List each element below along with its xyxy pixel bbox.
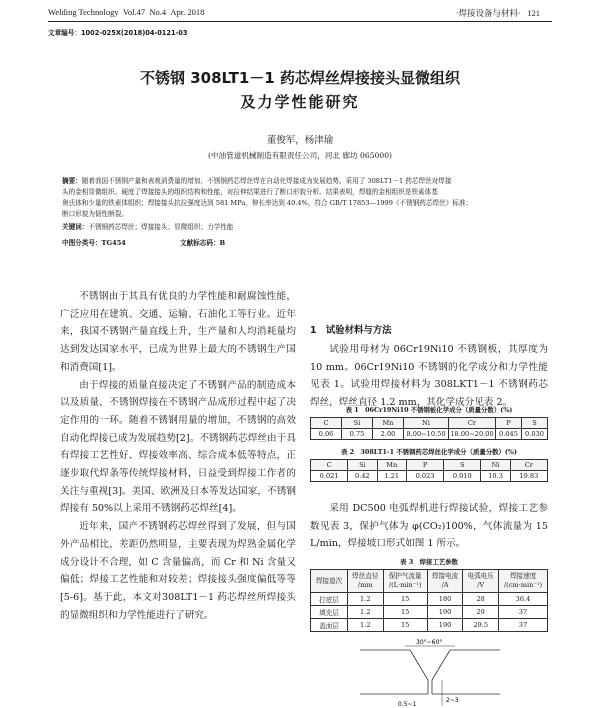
materials-paragraph — [310, 341, 548, 412]
table-cell: 0.045 — [496, 429, 522, 440]
table-cell: 15 — [383, 593, 427, 606]
table-cell — [348, 570, 384, 593]
table-cell: 18.00~20.00 — [450, 430, 494, 438]
groove-diagram — [350, 636, 530, 708]
table-cell: 29 — [463, 606, 499, 619]
root-face-label: 2~3 — [446, 697, 459, 704]
table-row — [311, 471, 548, 482]
header-unit: /mm — [357, 581, 373, 589]
header-text: 焊接道次 — [315, 576, 343, 585]
authors: 董俊军，杨津瑜 — [266, 135, 334, 146]
table-cell: Si — [348, 460, 377, 471]
article-number: 文章编号：1002-025X(2018)04-0121-03 — [48, 29, 188, 37]
table-3 — [310, 569, 548, 632]
table-cell — [311, 570, 348, 593]
process-text: 采用 DC500 电弧焊机进行焊接试验，焊接工艺参数见表 3，保护气体为 φ(CO₂)100%，气体流量为 15 L/min，焊接坡口形式如图 1 所示。 — [310, 503, 548, 550]
abstract-text: 随着我国不锈钢产量和表观消费量的增加，不锈钢药芯焊丝焊在自动化焊接成为发展趋势。采用了 308LT1－1 药芯焊丝对焊接 — [81, 177, 452, 185]
intro-paragraph-2: 由于焊接的质量直接决定了不锈钢产品的制造成本以及质量，不锈钢焊接在不锈钢产品成形过程中起了决定作用的一环。随着不锈钢用量的增加，不锈钢的高效自动化焊接已成为发展趋势[2]。不锈钢药芯焊丝由于具有焊接工艺性好、焊接效率高、综合成本低等特点，正逐步取代焊条等传统焊接材料，日益受到焊接工作者的关注与重视[3]。美国、欧洲及日本等发达国家，不锈钢焊接有 50%以上采用不锈钢药芯焊丝[4]。 — [60, 379, 296, 515]
table-row — [311, 429, 548, 440]
page-number: 121 — [527, 8, 540, 18]
article-title-line-2: 及力学性能研究 — [240, 93, 360, 111]
table-2-header-row — [311, 460, 548, 471]
table-cell: 190 — [427, 606, 463, 619]
table-cell: 37 — [499, 619, 548, 632]
table-cell: 填充层 — [311, 606, 348, 619]
header-unit: /A — [441, 581, 449, 589]
table-cell: S — [522, 418, 548, 429]
table-3-caption: 表 3 焊接工艺参数 — [400, 558, 458, 566]
header-rule — [48, 21, 552, 22]
abstract-line: 头的金相显微组织、硬度了焊接接头的组织结构和性能，对拉伸结果进行了断口形貌分析。结果表明，焊缝的金相组织是铁素体基 — [62, 188, 438, 196]
table-cell: 36.4 — [499, 593, 548, 606]
table-cell: P — [406, 460, 443, 471]
table-cell: 0.030 — [522, 429, 548, 440]
table-cell: Si — [342, 418, 373, 429]
table-cell: Mn — [373, 418, 404, 429]
table-cell: 37 — [499, 606, 548, 619]
journal-section: ·焊接设备与材料· — [455, 8, 521, 18]
table-cell — [427, 570, 463, 593]
header-unit: /V — [477, 581, 485, 589]
root-gap-label: 0.5~1 — [398, 701, 417, 708]
table-cell: Ni — [481, 460, 510, 471]
abstract-line — [62, 176, 542, 187]
table-cell: 0.010 — [444, 471, 481, 482]
keywords-text: 不锈钢药芯焊丝；焊接接头；显微组织；力学性能 — [88, 223, 234, 231]
running-header-right — [456, 7, 540, 19]
table-cell: 0.06 — [311, 429, 342, 440]
table-cell: 28 — [463, 593, 499, 606]
table-cell: 打底层 — [311, 593, 348, 606]
table-cell: 10.3 — [481, 471, 510, 482]
table-cell: 19.83 — [510, 471, 547, 482]
table-cell — [463, 570, 499, 593]
table-cell: 盖面层 — [311, 619, 348, 632]
table-cell: 15 — [383, 606, 427, 619]
header-text: 焊接电流 — [431, 572, 459, 580]
header-text: 焊接速度 — [509, 572, 537, 580]
table-cell: 0.42 — [348, 471, 377, 482]
abstract-label: 摘要： — [62, 177, 82, 185]
intro-paragraph-1: 不锈钢由于其具有优良的力学性能和耐腐蚀性能，广泛应用在建筑、交通、运输、石油化工等行业。近年来，我国不锈钢产量直线上升，生产量和人均消耗量均达到发达国家水平，已成为世界上最大的不锈钢生产国和消费国[1]。 — [60, 291, 296, 373]
table-cell: Cr — [449, 418, 496, 429]
keywords-label: 关键词： — [62, 223, 89, 231]
header-unit: /(L·min⁻¹) — [388, 581, 422, 589]
table-1 — [310, 417, 548, 440]
table-cell: 0.75 — [342, 429, 373, 440]
header-unit: /(cm·min⁻¹) — [503, 581, 543, 589]
groove-left-bevel — [410, 650, 428, 680]
table-cell — [499, 570, 548, 593]
table-cell: 8.00~10.50 — [404, 429, 449, 440]
table-cell: 1.2 — [348, 593, 384, 606]
table-cell: Mn — [377, 460, 406, 471]
table-cell: 0.023 — [406, 471, 443, 482]
table-cell: 2.00 — [373, 429, 404, 440]
keywords — [62, 222, 233, 233]
materials-text: 试验用母材为 06Cr19Ni10 不锈钢板，其厚度为 10 mm。06Cr19Ni10 不锈钢的化学成分和力学性能见表 1。试验用焊接材料为 308LKT1－1 不锈钢药芯焊丝，焊丝直径 1.2 mm，其化学成分见表 2。 — [310, 344, 548, 409]
table-cell: C — [311, 418, 342, 429]
table-1-caption: 表 1 06Cr19Ni10 不锈钢板化学成分（质量分数）(%) — [345, 406, 513, 414]
journal-issue: No.4 — [149, 7, 167, 17]
affiliation: (中油管道机械制造有限责任公司，河北 廊坊 065000) — [207, 151, 393, 160]
table-cell: 0.021 — [311, 471, 348, 482]
table-cell: 1.2 — [348, 619, 384, 632]
table-cell: 1.2 — [348, 606, 384, 619]
table-row — [311, 606, 548, 619]
article-title-line-1: 不锈钢 308LT1－1 药芯焊丝焊接接头显微组织 — [140, 69, 460, 87]
table-cell — [383, 570, 427, 593]
class-number: 中图分类号：TG454 — [62, 239, 126, 247]
intro-paragraph-3: 近年来，国产不锈钢药芯焊丝得到了发展，但与国外产品相比，差距仍然明显，主要表现为焊熟金属化学成分设计不合理，如 C 含量偏高，而 Cr 和 Ni 含量又偏低；焊接工艺性能和对较差；焊接接头强度偏低等等[5-6]。基于此，本文对308LT1－1 药芯焊丝所焊接头的显微组织和力学性能进行了研究。 — [60, 521, 296, 621]
table-cell: Cr — [510, 460, 547, 471]
header-text: 焊丝直径 — [352, 572, 379, 580]
table-1-header-row — [311, 418, 548, 429]
table-cell: 29.5 — [463, 619, 499, 632]
abstract-line: 断口形貌为韧性断裂。 — [62, 210, 128, 218]
table-cell: S — [444, 460, 481, 471]
table-cell: 1.21 — [377, 471, 406, 482]
table-2 — [310, 459, 548, 482]
process-paragraph — [310, 500, 548, 553]
table-cell: C — [311, 460, 348, 471]
table-cell: 180 — [427, 593, 463, 606]
groove-right-bevel — [432, 650, 450, 680]
abstract — [62, 176, 542, 220]
table-2-caption: 表 2 308LT1-1 不锈钢药芯焊丝化学成分（质量分数）(%) — [340, 448, 518, 456]
abstract-line: 奥氏体和少量的铁素体组织；焊接接头抗拉强度达到 581 MPa，伸长率达到 40.4%，符合 GB/T 17853—1999《不锈钢药芯焊丝》标准； — [62, 199, 473, 207]
section-1-heading: 1 试验材料与方法 — [310, 325, 392, 336]
journal-volume: Vol.47 — [122, 7, 146, 17]
left-column — [60, 288, 296, 624]
journal-date: Apr. 2018 — [170, 7, 205, 17]
root-face — [428, 680, 432, 694]
table-cell: 190 — [427, 619, 463, 632]
running-header-left — [48, 7, 204, 17]
header-text: 保护气流量 — [388, 572, 422, 580]
table-cell: 15 — [383, 619, 427, 632]
table-cell: P — [496, 418, 522, 429]
document-code: 文献标志码：B — [180, 239, 226, 247]
header-text: 电弧电压 — [467, 572, 494, 580]
table-3-header-row — [311, 570, 548, 593]
table-cell: Ni — [404, 418, 449, 429]
groove-angle-label: 30°~60° — [416, 639, 443, 646]
journal-name: Welding Technology — [48, 7, 119, 17]
table-row — [311, 619, 548, 632]
table-row — [311, 593, 548, 606]
